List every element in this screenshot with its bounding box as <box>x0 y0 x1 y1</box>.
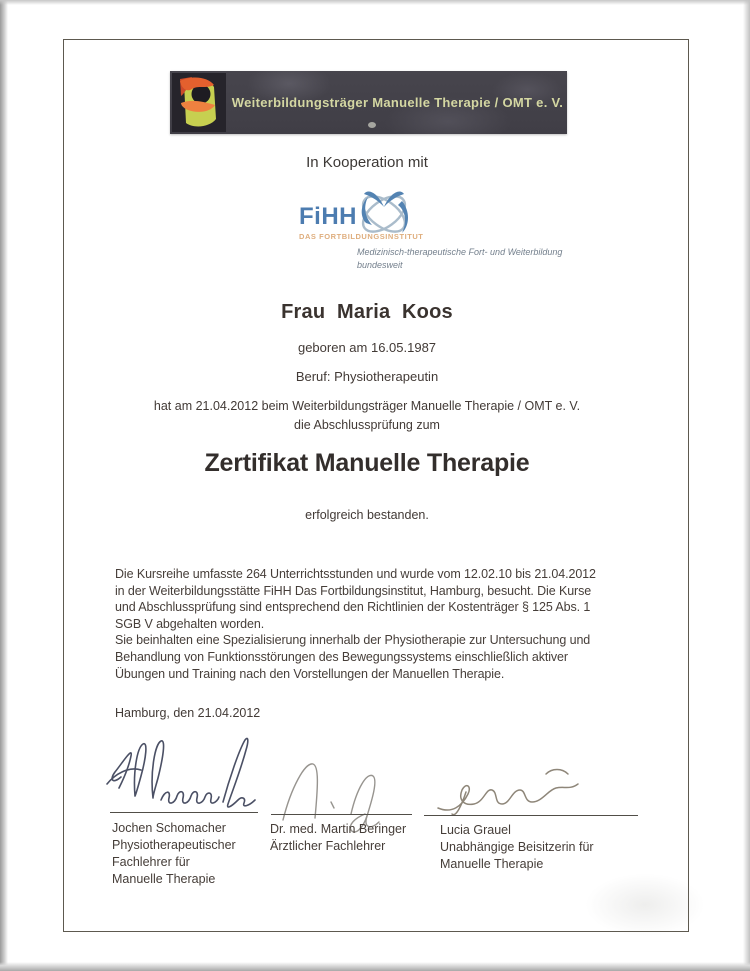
cooperation-text: In Kooperation mit <box>306 154 428 171</box>
signatory-role: Manuelle Therapie <box>112 872 216 886</box>
fihh-tagline-line-1: Medizinisch-therapeutische Fort- und Weiterbildung <box>357 247 563 257</box>
body-line: und Abschlussprüfung sind entsprechend den Richtlinien der Kostenträger § 125 Abs. 1 <box>115 600 591 615</box>
exam-statement <box>0 397 734 434</box>
signatory-role: Ärztlicher Fachlehrer <box>270 839 386 853</box>
signature-line <box>271 814 412 815</box>
exam-statement-line-1: hat am 21.04.2012 beim Weiterbildungsträger Manuelle Therapie / OMT e. V. <box>153 399 581 413</box>
body-line: Sie beinhalten eine Spezialisierung innerhalb der Physiotherapie zur Untersuchung und <box>115 633 591 648</box>
fihh-wordmark: FiHH <box>299 203 357 230</box>
result-line: erfolgreich bestanden. <box>305 508 429 522</box>
signatory-name: Jochen Schomacher <box>112 821 226 835</box>
signatory-block <box>112 820 236 888</box>
fihh-tagline <box>357 246 562 272</box>
signatory-block <box>440 822 594 873</box>
signatory-role: Unabhängige Beisitzerin für <box>440 840 594 854</box>
signatory-role: Fachlehrer für <box>112 855 190 869</box>
fihh-subtitle: DAS FORTBILDUNGSINSTITUT <box>299 232 424 241</box>
body-line: Die Kursreihe umfasste 264 Unterrichtsstunden und wurde vom 12.02.10 bis 21.04.2012 <box>115 567 596 581</box>
signatory-name: Dr. med. Martin Beringer <box>270 822 407 836</box>
birth-date-line: geboren am 16.05.1987 <box>297 340 437 355</box>
body-line: Übungen und Training nach den Vorstellungen der Manuellen Therapie. <box>115 666 505 681</box>
body-line: in der Weiterbildungsstätte FiHH Das Fortbildungsinstitut, Hamburg, besucht. Die Kurse <box>115 583 592 598</box>
body-line: SGB V abgehalten worden. <box>115 616 265 631</box>
signature-line <box>110 812 258 813</box>
signatory-role: Physiotherapeutischer <box>112 838 236 852</box>
exam-statement-line-2: die Abschlussprüfung zum <box>294 417 440 432</box>
certificate-title: Zertifikat Manuelle Therapie <box>204 449 530 477</box>
signature-jochen-schomacher-autograph <box>105 732 265 818</box>
body-paragraph <box>115 566 596 682</box>
signature-line <box>424 815 638 816</box>
fihh-tagline-line-2: bundesweit <box>357 260 403 270</box>
signature-lucia-grauel-autograph <box>432 762 584 822</box>
profession-line: Beruf: Physiotherapeutin <box>295 369 439 384</box>
body-line: Behandlung von Funktionsstörungen des Bewegungssystems einschließlich aktiver <box>115 649 568 664</box>
scan-edge-shadow <box>743 0 750 971</box>
place-date-line: Hamburg, den 21.04.2012 <box>115 706 261 720</box>
signatory-block <box>270 821 406 855</box>
signatory-role: Manuelle Therapie <box>440 857 544 871</box>
fihh-symbol-icon <box>356 185 412 239</box>
signatory-name: Lucia Grauel <box>440 823 511 837</box>
banner-title: Weiterbildungsträger Manuelle Therapie / OMT e. V. <box>231 95 564 110</box>
recipient-name: Frau Maria Koos <box>281 301 453 323</box>
